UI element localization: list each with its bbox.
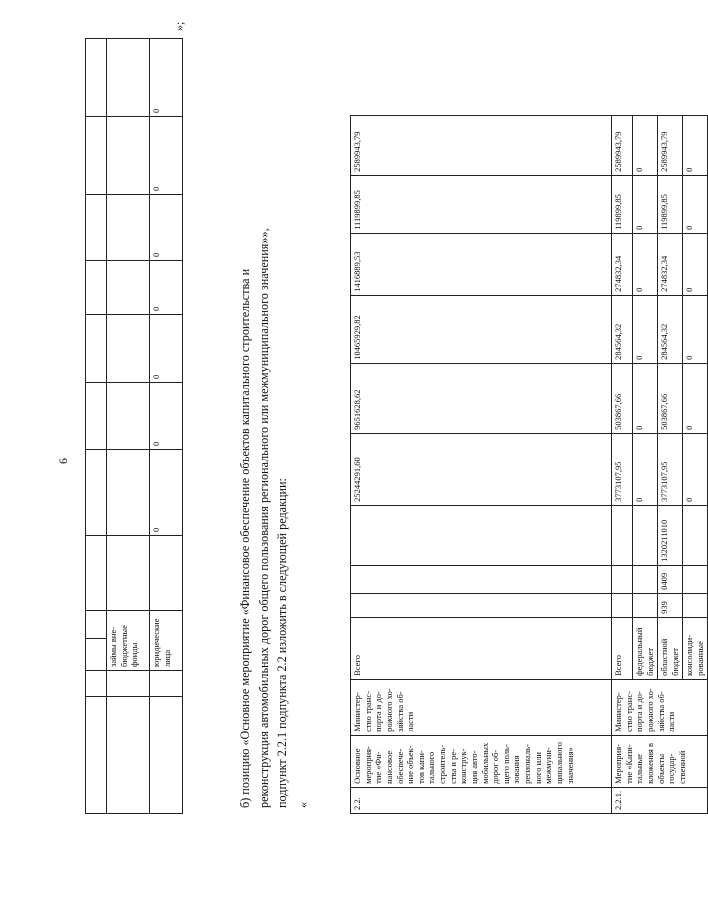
sub-1-value-3: 0 xyxy=(633,233,658,295)
sub-source-2: областной бюджет xyxy=(658,617,683,679)
opening-quote: « xyxy=(296,802,310,808)
sub-2-value-1: 503867,66 xyxy=(658,363,683,433)
sub-1-value-4: 0 xyxy=(633,175,658,233)
sub-1-value-2: 0 xyxy=(633,295,658,363)
sub-grbs-1 xyxy=(633,593,658,617)
sub-grbs-2: 939 xyxy=(658,593,683,617)
row-2-2-value-5: 2589943,79 xyxy=(351,115,612,175)
paragraph-line-1: б) позицию «Основное мероприятие «Финансовое обеспечение объектов капитального строительства и xyxy=(238,268,252,808)
sub-0-value-1: 503867,66 xyxy=(612,363,633,433)
main-table xyxy=(350,115,708,814)
sub-2-value-2: 284564,32 xyxy=(658,295,683,363)
sub-3-value-2: 0 xyxy=(683,295,708,363)
sub-1-value-0: 0 xyxy=(633,433,658,505)
row-2-2-value-4: 1119899,85 xyxy=(351,175,612,233)
row-2-2 xyxy=(351,115,612,813)
sub-0-value-4: 119899,85 xyxy=(612,175,633,233)
row-2-2-value-1: 9651628,62 xyxy=(351,363,612,433)
sub-source-0: Всего xyxy=(612,617,633,679)
sub-3-value-0: 0 xyxy=(683,433,708,505)
sub-2-value-0: 3773107,95 xyxy=(658,433,683,505)
paragraph-line-3: подпункт 2.2.1 подпункта 2.2 изложить в следующей редакции: xyxy=(275,478,289,808)
row-2-2-executor: Министер- ство транс- порта и до- рожного хо- зяйства об- ласти xyxy=(351,679,612,735)
top-label-cell-0 xyxy=(86,639,107,671)
sub-2-value-3: 274832,34 xyxy=(658,233,683,295)
sub-rzpr-1 xyxy=(633,565,658,593)
top-table-row xyxy=(107,39,150,814)
top-table-row xyxy=(150,39,183,814)
sub-0-value-5: 2589943,79 xyxy=(612,115,633,175)
sub-3-value-1: 0 xyxy=(683,363,708,433)
top-table-fragment xyxy=(85,38,183,814)
row-2-2-value-2: 10465929,82 xyxy=(351,295,612,363)
sub-1-value-5: 0 xyxy=(633,115,658,175)
top-label-cell-1: займы вне- бюджетные фонды xyxy=(107,611,150,671)
row-2-2-1-total xyxy=(612,115,633,813)
row-2-2-source: Всего xyxy=(351,617,612,679)
sub-0-value-2: 284564,32 xyxy=(612,295,633,363)
top-value-1: 0 xyxy=(150,383,183,450)
sub-2-value-4: 119899,85 xyxy=(658,175,683,233)
top-table-row xyxy=(86,39,107,814)
closing-quote: »; xyxy=(172,21,186,31)
sub-grbs-0 xyxy=(612,593,633,617)
top-value-2: 0 xyxy=(150,315,183,383)
top-value-0: 0 xyxy=(150,450,183,536)
row-2-2-num: 2.2. xyxy=(351,787,612,813)
top-value-6: 0 xyxy=(150,39,183,117)
row-2-2-1-num: 2.2.1. xyxy=(612,787,708,813)
row-2-2-name: Основное мероприя- тие «Фи- нансовое обеспече- ние объек- тов капи- тального строитель- ства и ре- конструк- ция авто- мобильных дорог об- щего поль- зования региональ- ного или межмуни- ципального значения» xyxy=(351,735,612,787)
row-2-2-1-executor: Министер- ство транс- порта и до- рожного хо- зяйства об- ласти xyxy=(612,679,708,735)
sub-3-value-3: 0 xyxy=(683,233,708,295)
sub-csr-0 xyxy=(612,505,633,565)
row-2-2-value-0: 25244291,60 xyxy=(351,433,612,505)
sub-grbs-3 xyxy=(683,593,708,617)
top-label-cell-2: юридические лица xyxy=(150,611,183,671)
sub-1-value-1: 0 xyxy=(633,363,658,433)
sub-rzpr-2: 0409 xyxy=(658,565,683,593)
sub-rzpr-0 xyxy=(612,565,633,593)
top-value-3: 0 xyxy=(150,261,183,315)
sub-source-1: федеральный бюджет xyxy=(633,617,658,679)
top-value-4: 0 xyxy=(150,195,183,261)
amendment-paragraph xyxy=(236,38,292,808)
sub-0-value-0: 3773107,95 xyxy=(612,433,633,505)
sub-source-3: консолиди- рованные xyxy=(683,617,708,679)
sub-csr-2: 1320211010 xyxy=(658,505,683,565)
sub-3-value-5: 0 xyxy=(683,115,708,175)
sub-csr-3 xyxy=(683,505,708,565)
row-2-2-value-3: 1416889,53 xyxy=(351,233,612,295)
paragraph-line-2: реконструкция автомобильных дорог общего пользования регионального или межмуниципального значения»», xyxy=(256,228,271,808)
page-number: 6 xyxy=(56,458,70,464)
sub-2-value-5: 2589943,79 xyxy=(658,115,683,175)
top-value-5: 0 xyxy=(150,117,183,195)
sub-3-value-4: 0 xyxy=(683,175,708,233)
sub-csr-1 xyxy=(633,505,658,565)
sub-rzpr-3 xyxy=(683,565,708,593)
row-2-2-1-name: Мероприя- тие «Капи- тальные вложения в объекты государ- ственной xyxy=(612,735,708,787)
sub-0-value-3: 274832,34 xyxy=(612,233,633,295)
